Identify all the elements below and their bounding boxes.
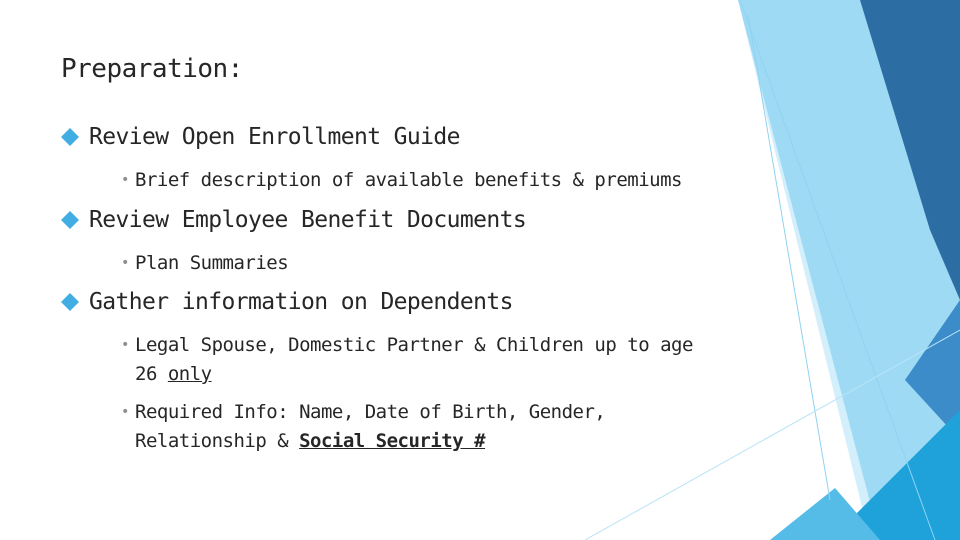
dot-bullet-icon: • xyxy=(121,255,129,271)
sub-bullet-1-1 xyxy=(121,166,735,195)
dot-bullet-icon: • xyxy=(121,404,129,420)
bullet-item-3 xyxy=(61,289,513,315)
sub-bullet-3-2-line2 xyxy=(135,427,735,456)
sub-bullet-1-1-text: Brief description of available benefits & premiums xyxy=(135,169,682,191)
sub-bullet-3-1-line1: Legal Spouse, Domestic Partner & Children up to age xyxy=(135,334,693,356)
sub-bullet-3-1-line2-text: 26 xyxy=(135,363,168,385)
diamond-bullet-icon xyxy=(61,211,87,229)
sub-bullet-3-1-line2 xyxy=(135,360,735,389)
emphasis-social-security: Social Security # xyxy=(299,430,486,452)
sub-bullet-3-2-line2-text: Relationship & xyxy=(135,430,300,452)
bullet-item-1-text: Review Open Enrollment Guide xyxy=(89,124,460,150)
diamond-bullet-icon xyxy=(61,128,87,146)
dot-bullet-icon: • xyxy=(121,337,129,353)
bullet-item-3-text: Gather information on Dependents xyxy=(89,289,513,315)
sub-bullet-2-1-text: Plan Summaries xyxy=(135,252,289,274)
bullet-item-2-text: Review Employee Benefit Documents xyxy=(89,207,527,233)
bullet-item-1 xyxy=(61,124,460,150)
sub-bullet-2-1 xyxy=(121,249,735,278)
slide-title: Preparation: xyxy=(61,54,243,84)
sub-bullet-3-2 xyxy=(121,398,735,456)
diamond-bullet-icon xyxy=(61,293,87,311)
sub-bullet-3-1 xyxy=(121,331,735,389)
dot-bullet-icon: • xyxy=(121,172,129,188)
bullet-item-2 xyxy=(61,207,526,233)
sub-bullet-3-2-line1: Required Info: Name, Date of Birth, Gender, xyxy=(135,401,606,423)
emphasis-only: only xyxy=(167,363,212,385)
